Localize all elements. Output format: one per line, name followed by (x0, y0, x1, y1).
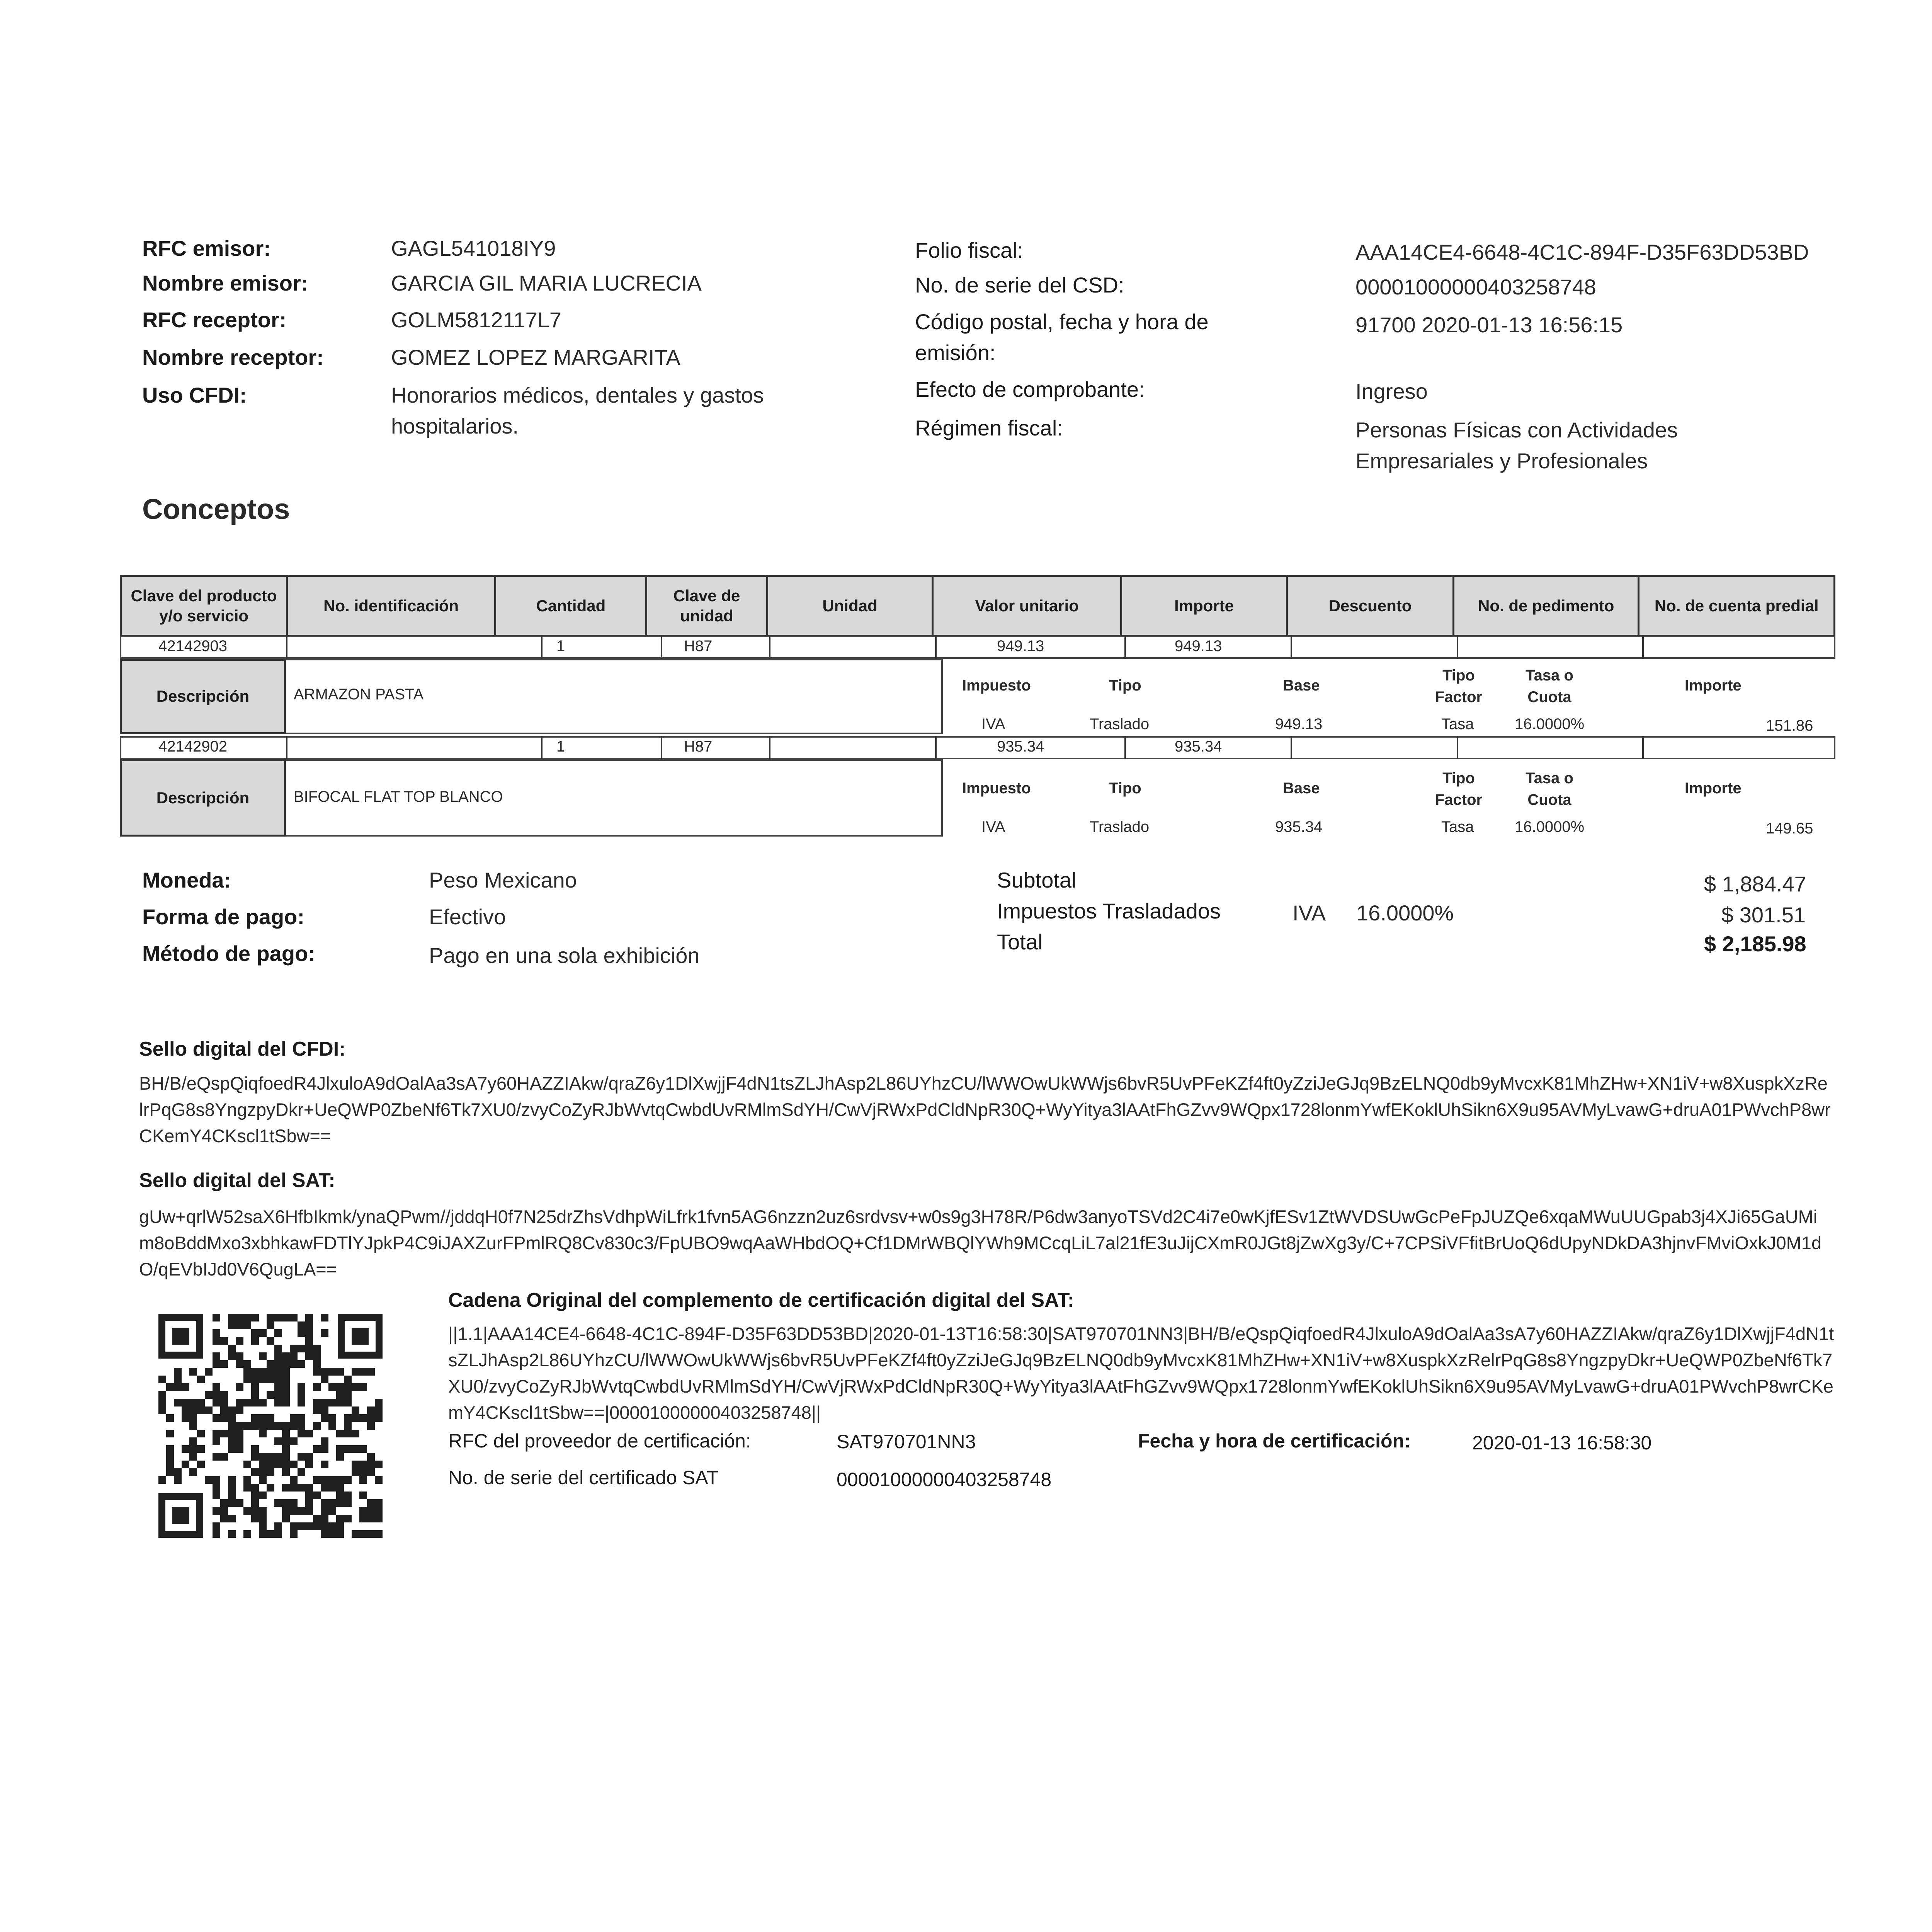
item-cantidad: 1 (556, 738, 565, 755)
sello-sat-value: gUw+qrlW52saX6HfbIkmk/ynaQPwm//jddqH0f7N25drZhsVdhpWiLfrk1fvn5AG6nzzn2uz6srdvsv+w0s9g3H78R/P6dw3anyoTSVd2C4i7e0wKjfESv1ZtWVDSUwGcPeFpJUZQe6xqaMWuUUGpab3j4XJi65GaUMim8oBddMxo3xbhkawFDTlYJpkP4C9iJAXZurFPmlRQ8Cv830c3/FpUBO9wqAaWHbdOQ+Cf1DMrWBQlYWh9MCcqLiL7al21fE3uJijCXmR0JGt8jZwXg3y/C+7CPSiVFfitBrUoQ6dUpyNDkDA3hjnvFMviOxkJ0M1dO/qEVbIJd0V6QugLA== (139, 1206, 1822, 1279)
impuestos-trasladados-label: Impuestos Trasladados (997, 899, 1221, 923)
rfc-emisor-value: GAGL541018IY9 (391, 236, 556, 260)
tax-tipo-factor: Tasa (1441, 716, 1474, 733)
tax-importe: 149.65 (1766, 820, 1813, 837)
impuestos-trasladados-value: $ 301.51 (1721, 903, 1806, 927)
nombre-emisor-label: Nombre emisor: (142, 271, 308, 295)
conceptos-title: Conceptos (142, 493, 290, 525)
subtotal-value: $ 1,884.47 (1704, 872, 1806, 896)
item-cantidad: 1 (556, 638, 565, 655)
uso-cfdi-value-line1: Honorarios médicos, dentales y gastos (391, 383, 764, 407)
subtotal-label: Subtotal (997, 868, 1077, 892)
tax-base-header: Base (1283, 780, 1320, 797)
tax-tasa-cuota-header: Tasa o Cuota (1526, 667, 1573, 706)
item-row-box (120, 636, 1835, 659)
tax-tasa-cuota: 16.0000% (1515, 818, 1585, 835)
item-clave: 42142902 (158, 738, 227, 755)
folio-value: AAA14CE4-6648-4C1C-894F-D35F63DD53BD (1355, 240, 1809, 264)
item-clave: 42142903 (158, 638, 227, 655)
efecto-value: Ingreso (1355, 379, 1428, 403)
header-descuento: Descuento (1287, 576, 1454, 636)
cadena-original-label: Cadena Original del complemento de certificación digital del SAT: (448, 1289, 1075, 1311)
fecha-certificacion-value: 2020-01-13 16:58:30 (1472, 1432, 1652, 1454)
header-unidad: Unidad (767, 576, 933, 636)
moneda-label: Moneda: (142, 868, 231, 892)
total-label: Total (997, 930, 1043, 954)
iva-rate: 16.0000% (1356, 901, 1454, 925)
header-clave-unidad: Clave de unidad (646, 576, 767, 636)
item-valor-unitario: 935.34 (997, 738, 1044, 755)
cp-fecha-label-line1: Código postal, fecha y hora de (915, 310, 1209, 334)
tax-tipo-factor-header: Tipo Factor (1435, 770, 1483, 808)
cp-fecha-label-line2: emisión: (915, 340, 996, 365)
header-importe: Importe (1121, 576, 1287, 636)
efecto-label: Efecto de comprobante: (915, 377, 1145, 401)
tax-impuesto: IVA (981, 818, 1005, 835)
tax-importe-header: Importe (1685, 677, 1742, 694)
conceptos-header-row (120, 575, 1835, 637)
tax-tipo: Traslado (1090, 716, 1150, 733)
tax-base-header: Base (1283, 677, 1320, 694)
sello-cfdi-label: Sello digital del CFDI: (139, 1038, 346, 1060)
regimen-value-line2: Empresariales y Profesionales (1355, 449, 1648, 473)
rfc-proveedor-label: RFC del proveedor de certificación: (448, 1430, 751, 1452)
rfc-receptor-label: RFC receptor: (142, 308, 287, 332)
item-importe: 935.34 (1175, 738, 1222, 755)
descripcion-label: Descripción (120, 659, 286, 734)
tax-impuesto-header: Impuesto (962, 677, 1031, 694)
total-value: $ 2,185.98 (1704, 932, 1806, 956)
folio-label: Folio fiscal: (915, 238, 1024, 262)
header-no-pedimento: No. de pedimento (1454, 576, 1639, 636)
nombre-receptor-value: GOMEZ LOPEZ MARGARITA (391, 345, 680, 369)
sello-sat-label: Sello digital del SAT: (139, 1169, 335, 1192)
uso-cfdi-label: Uso CFDI: (142, 383, 247, 407)
tax-impuesto: IVA (981, 716, 1005, 733)
item-descripcion: BIFOCAL FLAT TOP BLANCO (294, 788, 503, 805)
rfc-receptor-value: GOLM5812117L7 (391, 308, 562, 332)
item-descripcion: ARMAZON PASTA (294, 686, 424, 703)
tax-tipo-header: Tipo (1109, 677, 1141, 694)
metodo-pago-label: Método de pago: (142, 941, 315, 966)
forma-pago-label: Forma de pago: (142, 905, 305, 929)
tax-importe: 151.86 (1766, 717, 1813, 734)
sello-cfdi-value: BH/B/eQspQiqfoedR4JlxuloA9dOalAa3sA7y60HAZZIAkw/qraZ6y1DlXwjjF4dN1tsZLJhAsp2L86UYhzCU/lWWOwUkWWjs6bvR5UvPFeKZf4ft0yZziJeGJq9BzELNQ0db9yMvcxK81MhZHw+XN1iV+w8XuspkXzRelrPqG8s8YngzpyDkr+UeQWP0ZbeNf6Tk7XU0/zvyCoZyRJbWvtqCwbdUvRMlmSdYH/CwVjRWxPdCldNpR30Q+WyYitya3lAAtFhGZvv9WQpx1728lonmYwfEKoklUhSikn6X9u95AVMyLvawG+druA01PWvchP8wrCKemY4CKscl1tSbw== (139, 1073, 1831, 1146)
qr-code-image (158, 1314, 383, 1538)
iva-label: IVA (1293, 901, 1326, 925)
serie-csd-value: 00001000000403258748 (1355, 275, 1596, 299)
item-clave-unidad: H87 (684, 638, 713, 655)
tax-tipo-factor: Tasa (1441, 818, 1474, 835)
tax-base: 935.34 (1275, 818, 1323, 835)
cadena-original-value: ||1.1|AAA14CE4-6648-4C1C-894F-D35F63DD53BD|2020-01-13T16:58:30|SAT970701NN3|BH/B/eQspQiqfoedR4JlxuloA9dOalAa3sA7y60HAZZIAkw/qraZ6y1DlXwjjF4dN1tsZLJhAsp2L86UYhzCU/lWWOwUkWWjs6bvR5UvPFeKZf4ft0yZziJeGJq9BzELNQ0db9yMvcxK81MhZHw+XN1iV+w8XuspkXzRelrPqG8s8YngzpyDkr+UeQWP0ZbeNf6Tk7XU0/zvyCoZyRJbWvtqCwbdUvRMlmSdYH/CwVjRWxPdCldNpR30Q+WyYitya3lAAtFhGZvv9WQpx1728lonmYwfEKoklUhSikn6X9u95AVMyLvawG+druA01PWvchP8wrCKemY4CKscl1tSbw==|00001000000403258748|| (448, 1323, 1834, 1423)
header-cantidad: Cantidad (495, 576, 646, 636)
serie-csd-label: No. de serie del CSD: (915, 273, 1124, 297)
header-no-identificacion: No. identificación (287, 576, 495, 636)
moneda-value: Peso Mexicano (429, 868, 577, 892)
header-valor-unitario: Valor unitario (933, 576, 1121, 636)
uso-cfdi-value-line2: hospitalarios. (391, 414, 519, 438)
item-importe: 949.13 (1175, 638, 1222, 655)
metodo-pago-value: Pago en una sola exhibición (429, 943, 700, 968)
tax-tasa-cuota-header: Tasa o Cuota (1526, 770, 1573, 808)
item-clave-unidad: H87 (684, 738, 713, 755)
tax-importe-header: Importe (1685, 780, 1742, 797)
tax-tasa-cuota: 16.0000% (1515, 716, 1585, 733)
tax-impuesto-header: Impuesto (962, 780, 1031, 797)
tax-tipo-factor-header: Tipo Factor (1435, 667, 1483, 706)
qr-code (158, 1314, 383, 1538)
item-valor-unitario: 949.13 (997, 638, 1044, 655)
forma-pago-value: Efectivo (429, 905, 506, 929)
tax-tipo-header: Tipo (1109, 780, 1141, 797)
header-no-cuenta-predial: No. de cuenta predial (1639, 576, 1835, 636)
item-row-box (120, 736, 1835, 759)
tax-tipo: Traslado (1090, 818, 1150, 835)
nombre-receptor-label: Nombre receptor: (142, 345, 324, 369)
fecha-certificacion-label: Fecha y hora de certificación: (1138, 1430, 1411, 1452)
regimen-value-line1: Personas Físicas con Actividades (1355, 418, 1678, 442)
rfc-proveedor-value: SAT970701NN3 (837, 1431, 976, 1452)
regimen-label: Régimen fiscal: (915, 416, 1063, 440)
descripcion-label: Descripción (120, 759, 286, 837)
serie-certificado-sat-label: No. de serie del certificado SAT (448, 1467, 719, 1488)
nombre-emisor-value: GARCIA GIL MARIA LUCRECIA (391, 271, 702, 295)
cp-fecha-value: 91700 2020-01-13 16:56:15 (1355, 313, 1623, 337)
serie-certificado-sat-value: 00001000000403258748 (837, 1469, 1052, 1490)
header-clave-producto: Clave del producto y/o servicio (121, 576, 287, 636)
rfc-emisor-label: RFC emisor: (142, 236, 271, 260)
tax-base: 949.13 (1275, 716, 1323, 733)
